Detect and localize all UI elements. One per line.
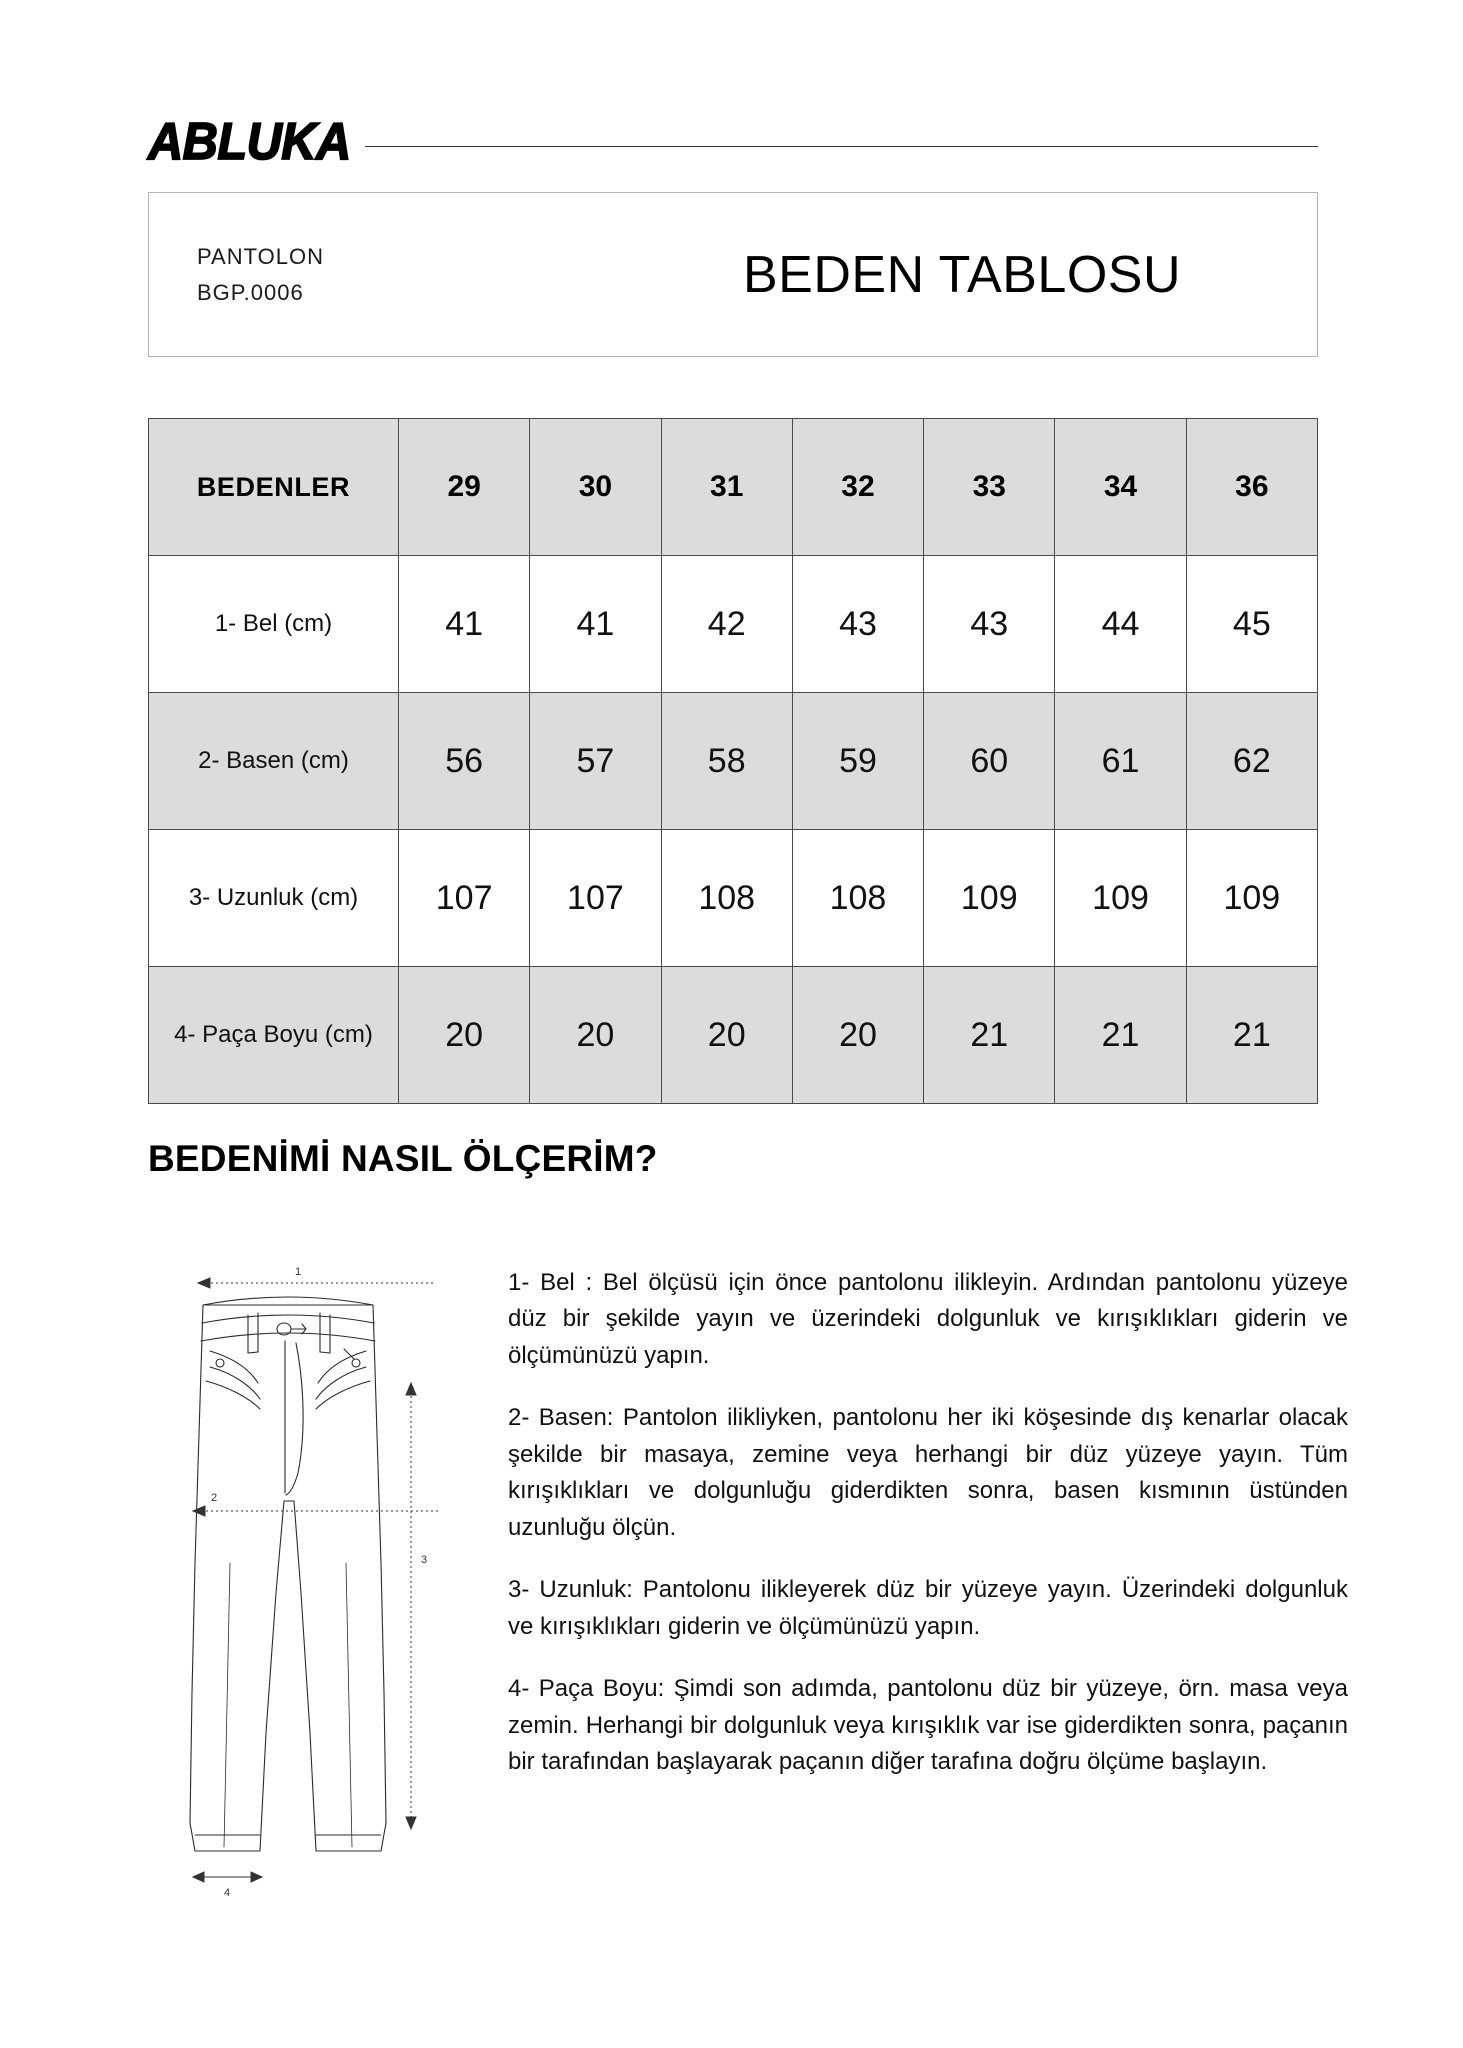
dimension-label-1: 1 [294, 1266, 302, 1278]
row-label-uzunluk: 3- Uzunluk (cm) [149, 830, 399, 967]
header-cell-size-6: 36 [1186, 419, 1317, 556]
cell-bel-29: 41 [399, 556, 530, 693]
header-cell-size-1: 30 [530, 419, 661, 556]
cell-paca-32: 20 [792, 967, 923, 1104]
dimension-label-2: 2 [210, 1492, 218, 1504]
table-row [149, 967, 1318, 1104]
cell-paca-29: 20 [399, 967, 530, 1104]
instruction-paragraph-paca-boyu: 4- Paça Boyu: Şimdi son adımda, pantolonu düz bir yüzeye, örn. masa veya zemin. Herhangi bir dolgunluk veya kırışıklık var ise giderdikten sonra, paçanın bir tarafından başlayarak paçanın diğer tarafına doğru ölçüme başlayın. [508, 1675, 1348, 1776]
abluka-logo: ABLUKA [148, 111, 351, 171]
cell-bel-30: 41 [530, 556, 661, 693]
brand-header [148, 111, 1318, 171]
cell-uzunluk-29: 107 [399, 830, 530, 967]
table-row [149, 693, 1318, 830]
page-title: BEDEN TABLOSU [742, 245, 1182, 304]
cell-uzunluk-32: 108 [792, 830, 923, 967]
cell-paca-33: 21 [924, 967, 1055, 1104]
cell-paca-36: 21 [1186, 967, 1317, 1104]
cell-paca-31: 20 [661, 967, 792, 1104]
size-table-body [149, 556, 1318, 1104]
pants-diagram-column [148, 1255, 478, 1903]
header-cell-size-3: 32 [792, 419, 923, 556]
instruction-paragraph-uzunluk: 3- Uzunluk: Pantolonu ilikleyerek düz bir yüzeye yayın. Üzerindeki dolgunluk ve kırışıklıkları giderin ve ölçümünüzü yapın. [508, 1576, 1348, 1640]
cell-bel-31: 42 [661, 556, 792, 693]
size-chart-table [148, 418, 1318, 1104]
table-row [149, 830, 1318, 967]
cell-paca-34: 21 [1055, 967, 1186, 1104]
cell-uzunluk-34: 109 [1055, 830, 1186, 967]
header-cell-size-2: 31 [661, 419, 792, 556]
cell-basen-32: 59 [792, 693, 923, 830]
dimension-label-4: 4 [223, 1887, 231, 1899]
cell-basen-33: 60 [924, 693, 1055, 830]
cell-basen-31: 58 [661, 693, 792, 830]
size-table-head [149, 419, 1318, 556]
product-info [149, 239, 629, 310]
cell-uzunluk-30: 107 [530, 830, 661, 967]
cell-basen-29: 56 [399, 693, 530, 830]
pants-technical-drawing-icon [148, 1263, 448, 1903]
cell-bel-32: 43 [792, 556, 923, 693]
header-cell-size-5: 34 [1055, 419, 1186, 556]
table-header-row [149, 419, 1318, 556]
cell-bel-34: 44 [1055, 556, 1186, 693]
cell-bel-36: 45 [1186, 556, 1317, 693]
instruction-paragraph-basen: 2- Basen: Pantolon ilikliyken, pantolonu her iki köşesinde dış kenarlar olacak şekilde bir masaya, zemine veya herhangi bir düz yüzeye yayın. Tüm kırışıklıkları ve dolgunluğu giderdikten sonra, basen kısmının üstünden uzunluğu ölçün. [508, 1404, 1348, 1541]
howto-section-heading: BEDENİMİ NASIL ÖLÇERİM? [148, 1138, 658, 1179]
cell-basen-30: 57 [530, 693, 661, 830]
product-type-label: PANTOLON [197, 243, 324, 269]
product-code-label: BGP.0006 [197, 279, 304, 305]
header-cell-bedenler: BEDENLER [149, 419, 399, 556]
header-cell-size-0: 29 [399, 419, 530, 556]
document-title-wrap [629, 245, 1317, 305]
cell-bel-33: 43 [924, 556, 1055, 693]
cell-uzunluk-31: 108 [661, 830, 792, 967]
cell-basen-36: 62 [1186, 693, 1317, 830]
row-label-bel: 1- Bel (cm) [149, 556, 399, 693]
dimension-label-3: 3 [420, 1554, 428, 1566]
howto-section [148, 1255, 1348, 1903]
brand-divider-line [365, 146, 1318, 147]
row-label-basen: 2- Basen (cm) [149, 693, 399, 830]
document-header-box [148, 192, 1318, 357]
row-label-paca-boyu: 4- Paça Boyu (cm) [149, 967, 399, 1104]
cell-uzunluk-33: 109 [924, 830, 1055, 967]
instructions-column [478, 1255, 1348, 1781]
header-cell-size-4: 33 [924, 419, 1055, 556]
cell-uzunluk-36: 109 [1186, 830, 1317, 967]
cell-basen-34: 61 [1055, 693, 1186, 830]
cell-paca-30: 20 [530, 967, 661, 1104]
table-row [149, 556, 1318, 693]
instruction-paragraph-bel: 1- Bel : Bel ölçüsü için önce pantolonu ilikleyin. Ardından pantolonu yüzeye düz bir şekilde yayın ve üzerindeki dolgunluk ve kırışıklıkları giderin ve ölçümünüzü yapın. [508, 1269, 1348, 1369]
